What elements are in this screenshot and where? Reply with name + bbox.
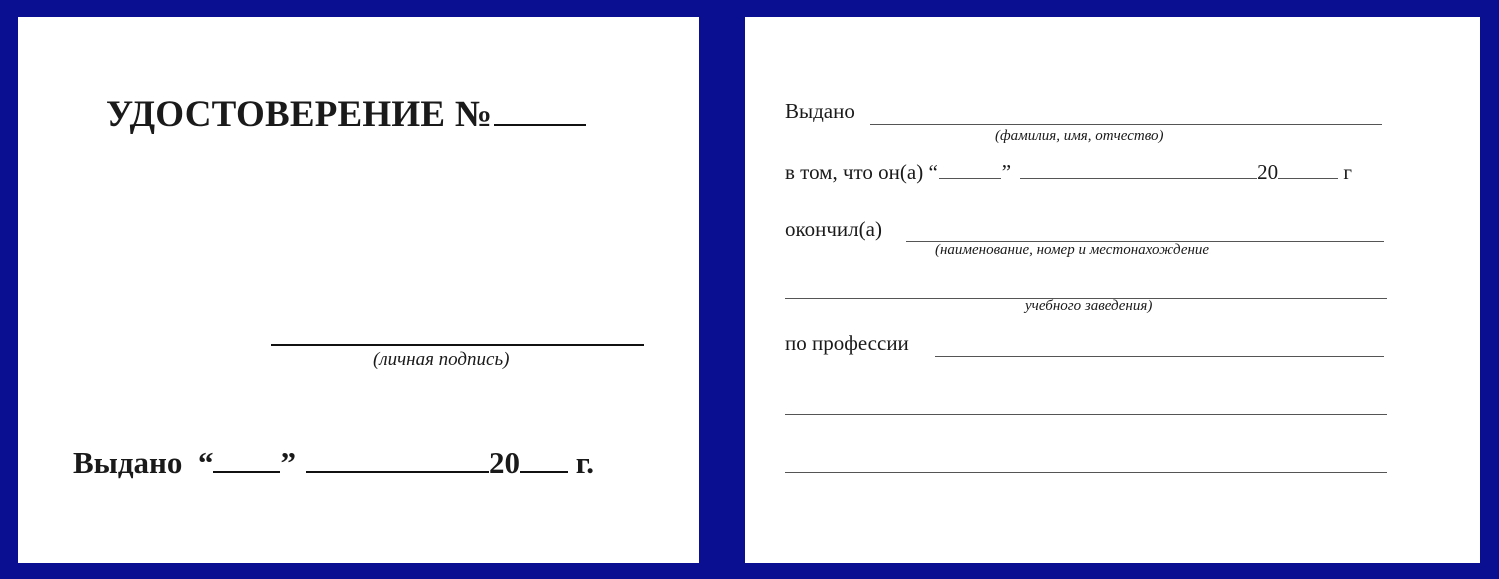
issued-to-label: Выдано [785,99,855,123]
finished-label: окончил(а) [785,217,882,241]
year-prefix: 20 [488,445,520,480]
certificate-cover-page [18,17,699,563]
day-blank [213,467,280,473]
profession-label: по профессии [785,331,909,355]
month-blank [306,467,489,473]
year-blank [1278,174,1338,179]
certificate-title-text: УДОСТОВЕРЕНИЕ № [106,94,493,135]
full-name-line [870,124,1382,125]
open-quote: “ [197,445,214,480]
full-name-caption: (фамилия, имя, отчество) [995,128,1164,144]
year-suffix: г [1343,160,1352,184]
profession-line [935,356,1384,357]
institution-caption-2: учебного заведения) [1025,298,1153,314]
completion-date-row [785,160,1352,185]
certificate-inner-page [745,17,1480,563]
signature-line [271,344,644,346]
issued-label: Выдано [73,445,183,480]
close-quote: ” [1001,160,1012,184]
certificate-number-blank [494,120,586,126]
signature-caption: (личная подпись) [373,349,510,370]
that-label: в том, что он(а) “ [785,160,938,184]
year-suffix: г. [575,445,595,480]
blank-line-3 [785,414,1387,415]
year-prefix: 20 [1257,160,1279,184]
month-blank [1020,174,1257,179]
blank-line-4 [785,472,1387,473]
day-blank [939,174,1001,179]
certificate-title [106,93,586,136]
issue-date-row [73,445,594,481]
year-blank [520,467,568,473]
close-quote: ” [280,445,296,480]
institution-caption: (наименование, номер и местонахождение [935,242,1210,258]
